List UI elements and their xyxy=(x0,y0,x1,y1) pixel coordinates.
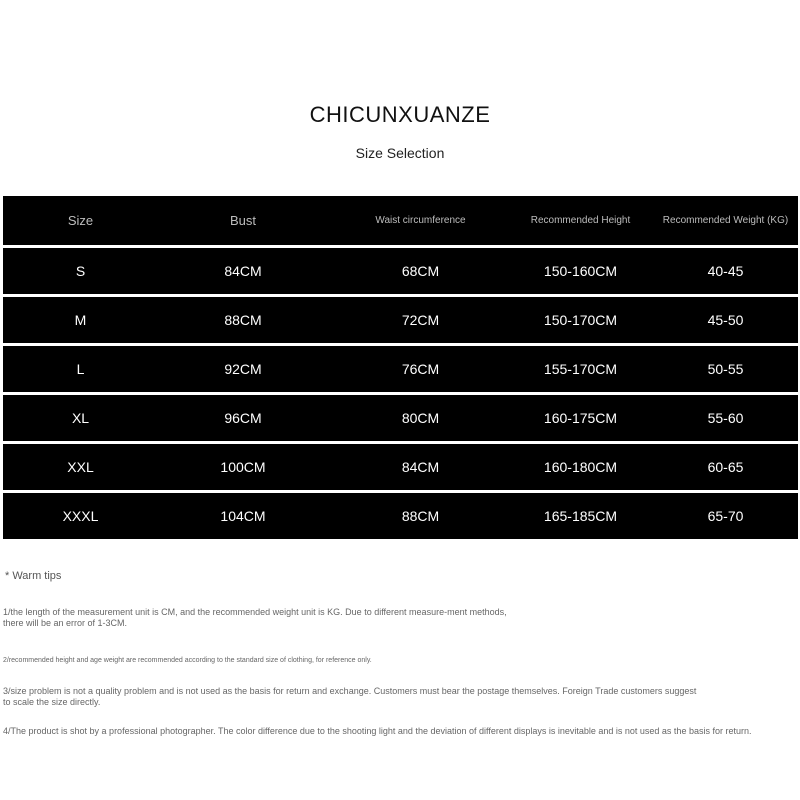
table-row xyxy=(3,248,798,294)
weight-cell: 50-55 xyxy=(707,361,744,377)
weight-cell: 65-70 xyxy=(707,508,744,524)
waist-cell: 68CM xyxy=(401,263,440,279)
table-row xyxy=(3,297,798,343)
tip-color-difference: 4/The product is shot by a professional photographer. The color difference due to the shooting light and the deviation of different displays is inevitable and is not used as the basis for return. xyxy=(3,726,752,736)
height-cell: 155-170CM xyxy=(543,361,618,377)
table-row xyxy=(3,444,798,490)
bust-cell: 96CM xyxy=(224,410,262,426)
height-cell: 160-175CM xyxy=(543,410,618,426)
height-cell: 150-170CM xyxy=(543,312,618,328)
height-cell: 160-180CM xyxy=(543,459,618,475)
header-bust: Bust xyxy=(229,213,256,228)
waist-cell: 88CM xyxy=(401,508,440,524)
warm-tips-heading: * Warm tips xyxy=(5,570,62,582)
bust-cell: 92CM xyxy=(224,361,262,377)
weight-cell: 45-50 xyxy=(707,312,744,328)
bust-cell: 104CM xyxy=(220,508,266,524)
table-row xyxy=(3,493,798,539)
size-cell: S xyxy=(75,263,86,279)
tip-measurement-unit: 1/the length of the measurement unit is CM, and the recommended weight unit is KG. Due to different measure-ment methods, there will be an error of 1-3CM. xyxy=(3,607,507,628)
header-weight: Recommended Weight (KG) xyxy=(662,215,789,226)
waist-cell: 80CM xyxy=(401,410,440,426)
bust-cell: 88CM xyxy=(224,312,262,328)
size-table xyxy=(3,196,798,542)
table-row xyxy=(3,395,798,441)
table-row xyxy=(3,346,798,392)
waist-cell: 72CM xyxy=(401,312,440,328)
weight-cell: 55-60 xyxy=(707,410,744,426)
tip-recommendation: 2/recommended height and age weight are recommended according to the standard size of clothing, for reference only. xyxy=(3,657,372,664)
height-cell: 165-185CM xyxy=(543,508,618,524)
page-title: CHICUNXUANZE xyxy=(309,102,491,127)
header-size: Size xyxy=(67,213,94,228)
table-header-row xyxy=(3,196,798,245)
size-cell: XL xyxy=(71,410,90,426)
tip-size-problem: 3/size problem is not a quality problem and is not used as the basis for return and exchange. Customers must bear the postage themselves. Foreign Trade customers suggest to scale the size directly. xyxy=(3,686,697,707)
weight-cell: 60-65 xyxy=(707,459,744,475)
bust-cell: 100CM xyxy=(220,459,266,475)
waist-cell: 84CM xyxy=(401,459,440,475)
weight-cell: 40-45 xyxy=(707,263,744,279)
size-cell: XXL xyxy=(67,459,94,475)
height-cell: 150-160CM xyxy=(543,263,618,279)
waist-cell: 76CM xyxy=(401,361,440,377)
size-cell: L xyxy=(76,361,85,377)
bust-cell: 84CM xyxy=(224,263,262,279)
header-height: Recommended Height xyxy=(530,215,631,226)
size-cell: M xyxy=(74,312,87,328)
size-cell: XXXL xyxy=(62,508,99,524)
header-waist: Waist circumference xyxy=(375,215,466,226)
page-subtitle: Size Selection xyxy=(355,145,445,161)
